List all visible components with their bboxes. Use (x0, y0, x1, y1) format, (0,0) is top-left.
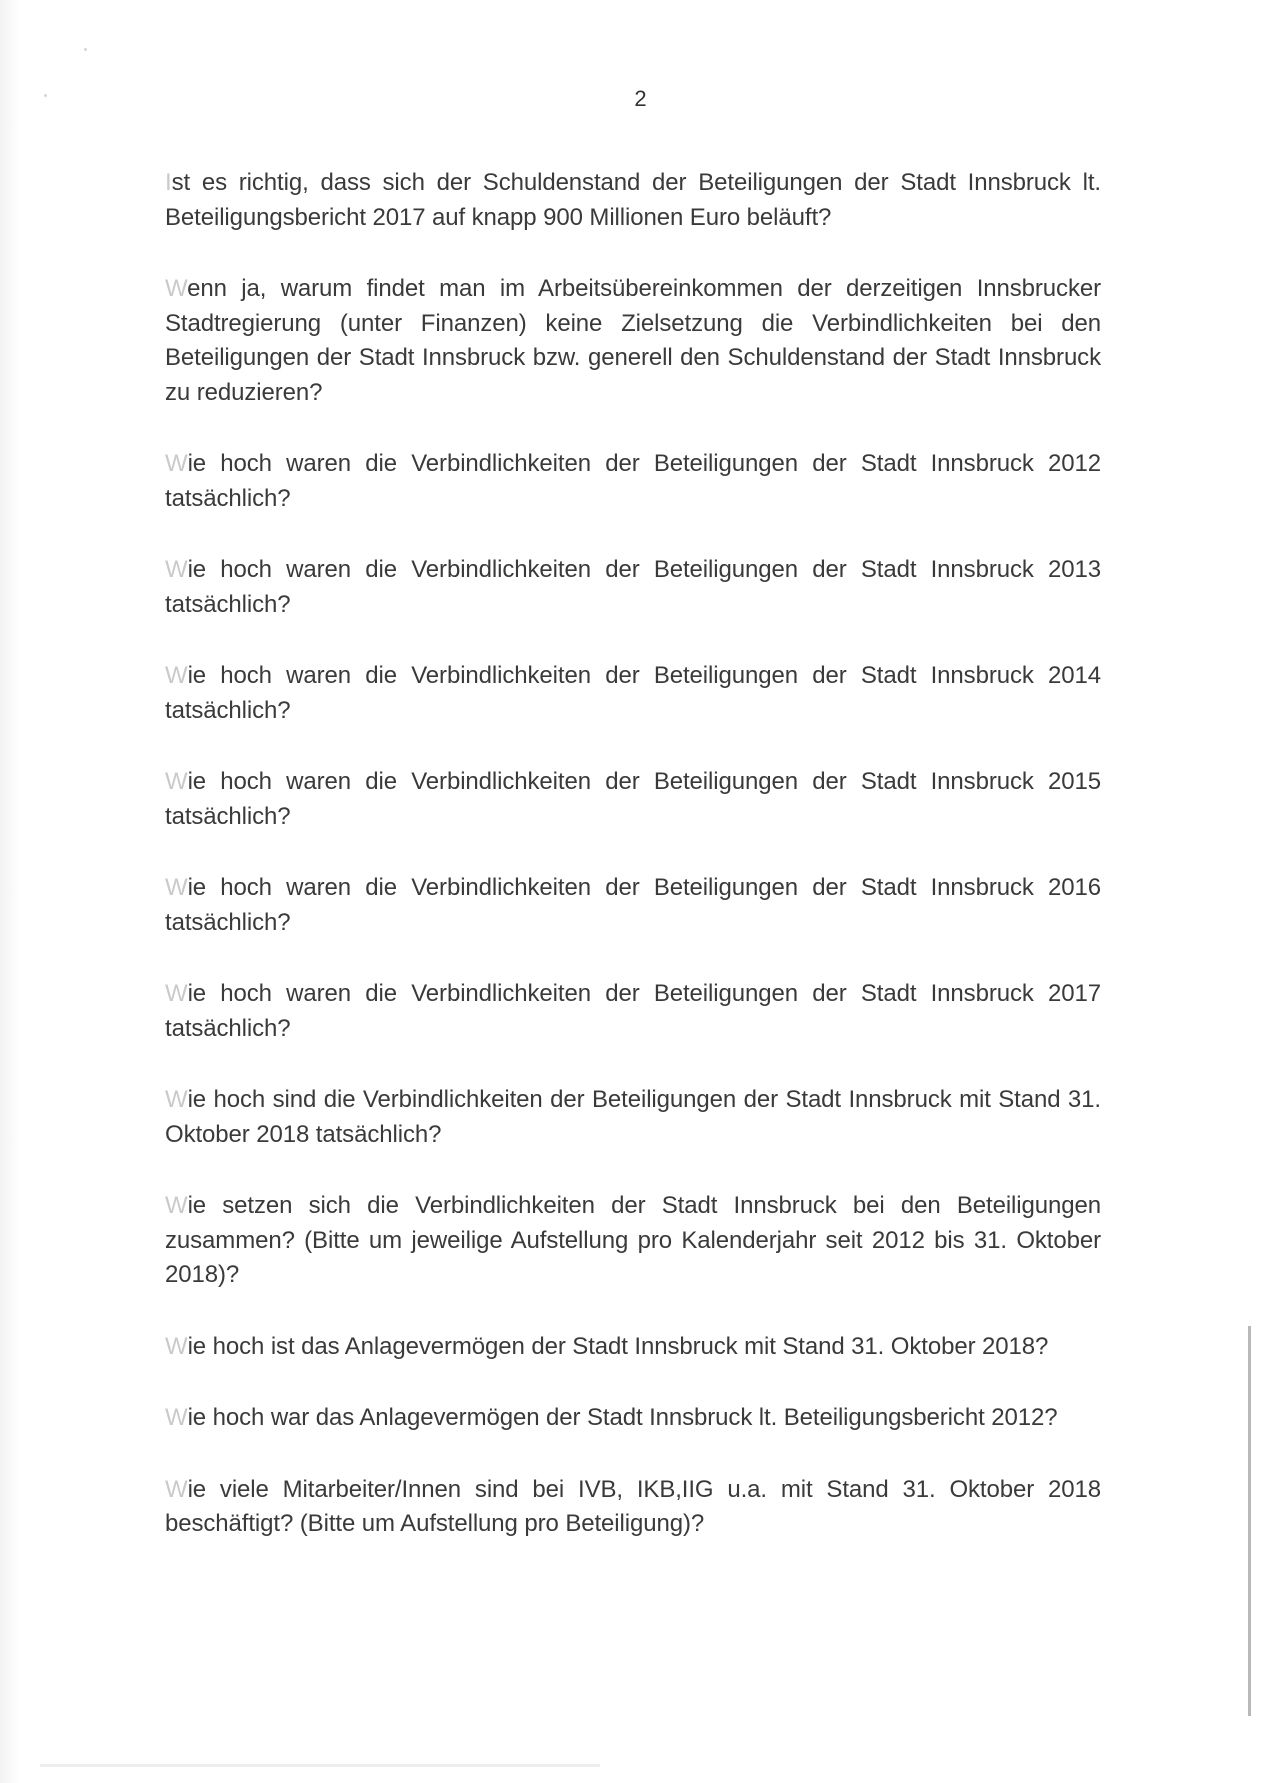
paragraph-text: st es richtig, dass sich der Schuldenstand der Beteiligungen der Stadt Innsbruck lt. Beteiligungsbericht 2017 auf knapp 900 Millionen Euro beläuft? (165, 169, 1101, 231)
initial-letter: W (165, 1332, 188, 1360)
paragraph-text: ie hoch waren die Verbindlichkeiten der Beteiligungen der Stadt Innsbruck 2016 tatsächlich? (165, 874, 1101, 936)
paragraph-text: ie setzen sich die Verbindlichkeiten der Stadt Innsbruck bei den Beteiligungen zusammen? (Bitte um jeweilige Aufstellung pro Kalenderjahr seit 2012 bis 31. Oktober 2018)? (165, 1192, 1101, 1288)
question-paragraph (165, 553, 1101, 622)
initial-letter: W (165, 1192, 188, 1219)
initial-letter: W (165, 662, 188, 689)
initial-letter: W (165, 275, 188, 302)
paragraph-text: ie hoch waren die Verbindlichkeiten der Beteiligungen der Stadt Innsbruck 2017 tatsächlich? (165, 980, 1101, 1042)
paragraph-text: ie hoch waren die Verbindlichkeiten der Beteiligungen der Stadt Innsbruck 2012 tatsächlich? (165, 450, 1101, 512)
paragraph-text: ie hoch ist das Anlagevermögen der Stadt Innsbruck mit Stand 31. Oktober 2018? (187, 1332, 1049, 1360)
paragraph-text: ie hoch sind die Verbindlichkeiten der Beteiligungen der Stadt Innsbruck mit Stand 31. Oktober 2018 tatsächlich? (165, 1086, 1101, 1148)
question-paragraph (165, 1083, 1101, 1152)
question-paragraph (165, 871, 1101, 940)
paragraph-text: ie viele Mitarbeiter/Innen sind bei IVB, IKB,IIG u.a. mit Stand 31. Oktober 2018 beschäftigt? (Bitte um Aufstellung pro Beteiligung)? (165, 1475, 1101, 1537)
initial-letter: W (165, 1086, 188, 1113)
question-paragraph (165, 1401, 1101, 1436)
initial-letter: W (165, 450, 188, 477)
initial-letter: W (165, 768, 188, 795)
initial-letter: W (165, 1475, 188, 1503)
question-paragraph (165, 1473, 1101, 1542)
paragraph-text: ie hoch waren die Verbindlichkeiten der Beteiligungen der Stadt Innsbruck 2014 tatsächlich? (165, 662, 1101, 724)
scan-speck (84, 48, 87, 51)
question-paragraph (165, 659, 1101, 728)
page-number: 2 (634, 86, 647, 111)
question-paragraph (165, 1330, 1101, 1365)
document-body (165, 166, 1101, 1579)
question-paragraph (165, 977, 1101, 1046)
paragraph-text: ie hoch waren die Verbindlichkeiten der Beteiligungen der Stadt Innsbruck 2015 tatsächlich? (165, 768, 1101, 830)
question-paragraph (165, 1189, 1101, 1293)
question-paragraph (165, 765, 1101, 834)
scan-edge (0, 0, 20, 1783)
initial-letter: W (165, 874, 188, 901)
paragraph-text: ie hoch waren die Verbindlichkeiten der Beteiligungen der Stadt Innsbruck 2013 tatsächlich? (165, 556, 1101, 618)
initial-letter: W (165, 1404, 188, 1431)
paragraph-text: ie hoch war das Anlagevermögen der Stadt Innsbruck lt. Beteiligungsbericht 2012? (187, 1404, 1058, 1431)
question-paragraph (165, 166, 1101, 235)
paragraph-text: enn ja, warum findet man im Arbeitsübereinkommen der derzeitigen Innsbrucker Stadtregierung (unter Finanzen) keine Zielsetzung die Verbindlichkeiten bei den Beteiligungen der Stadt Innsbruck bzw. generell den Schuldenstand der Stadt Innsbruck zu reduzieren? (165, 275, 1101, 406)
scan-artifact-line (40, 1764, 600, 1767)
question-paragraph (165, 272, 1101, 410)
scan-artifact-line (1248, 1326, 1251, 1716)
initial-letter: W (165, 556, 188, 583)
question-paragraph (165, 447, 1101, 516)
initial-letter: W (165, 980, 188, 1007)
initial-letter: I (165, 169, 172, 196)
